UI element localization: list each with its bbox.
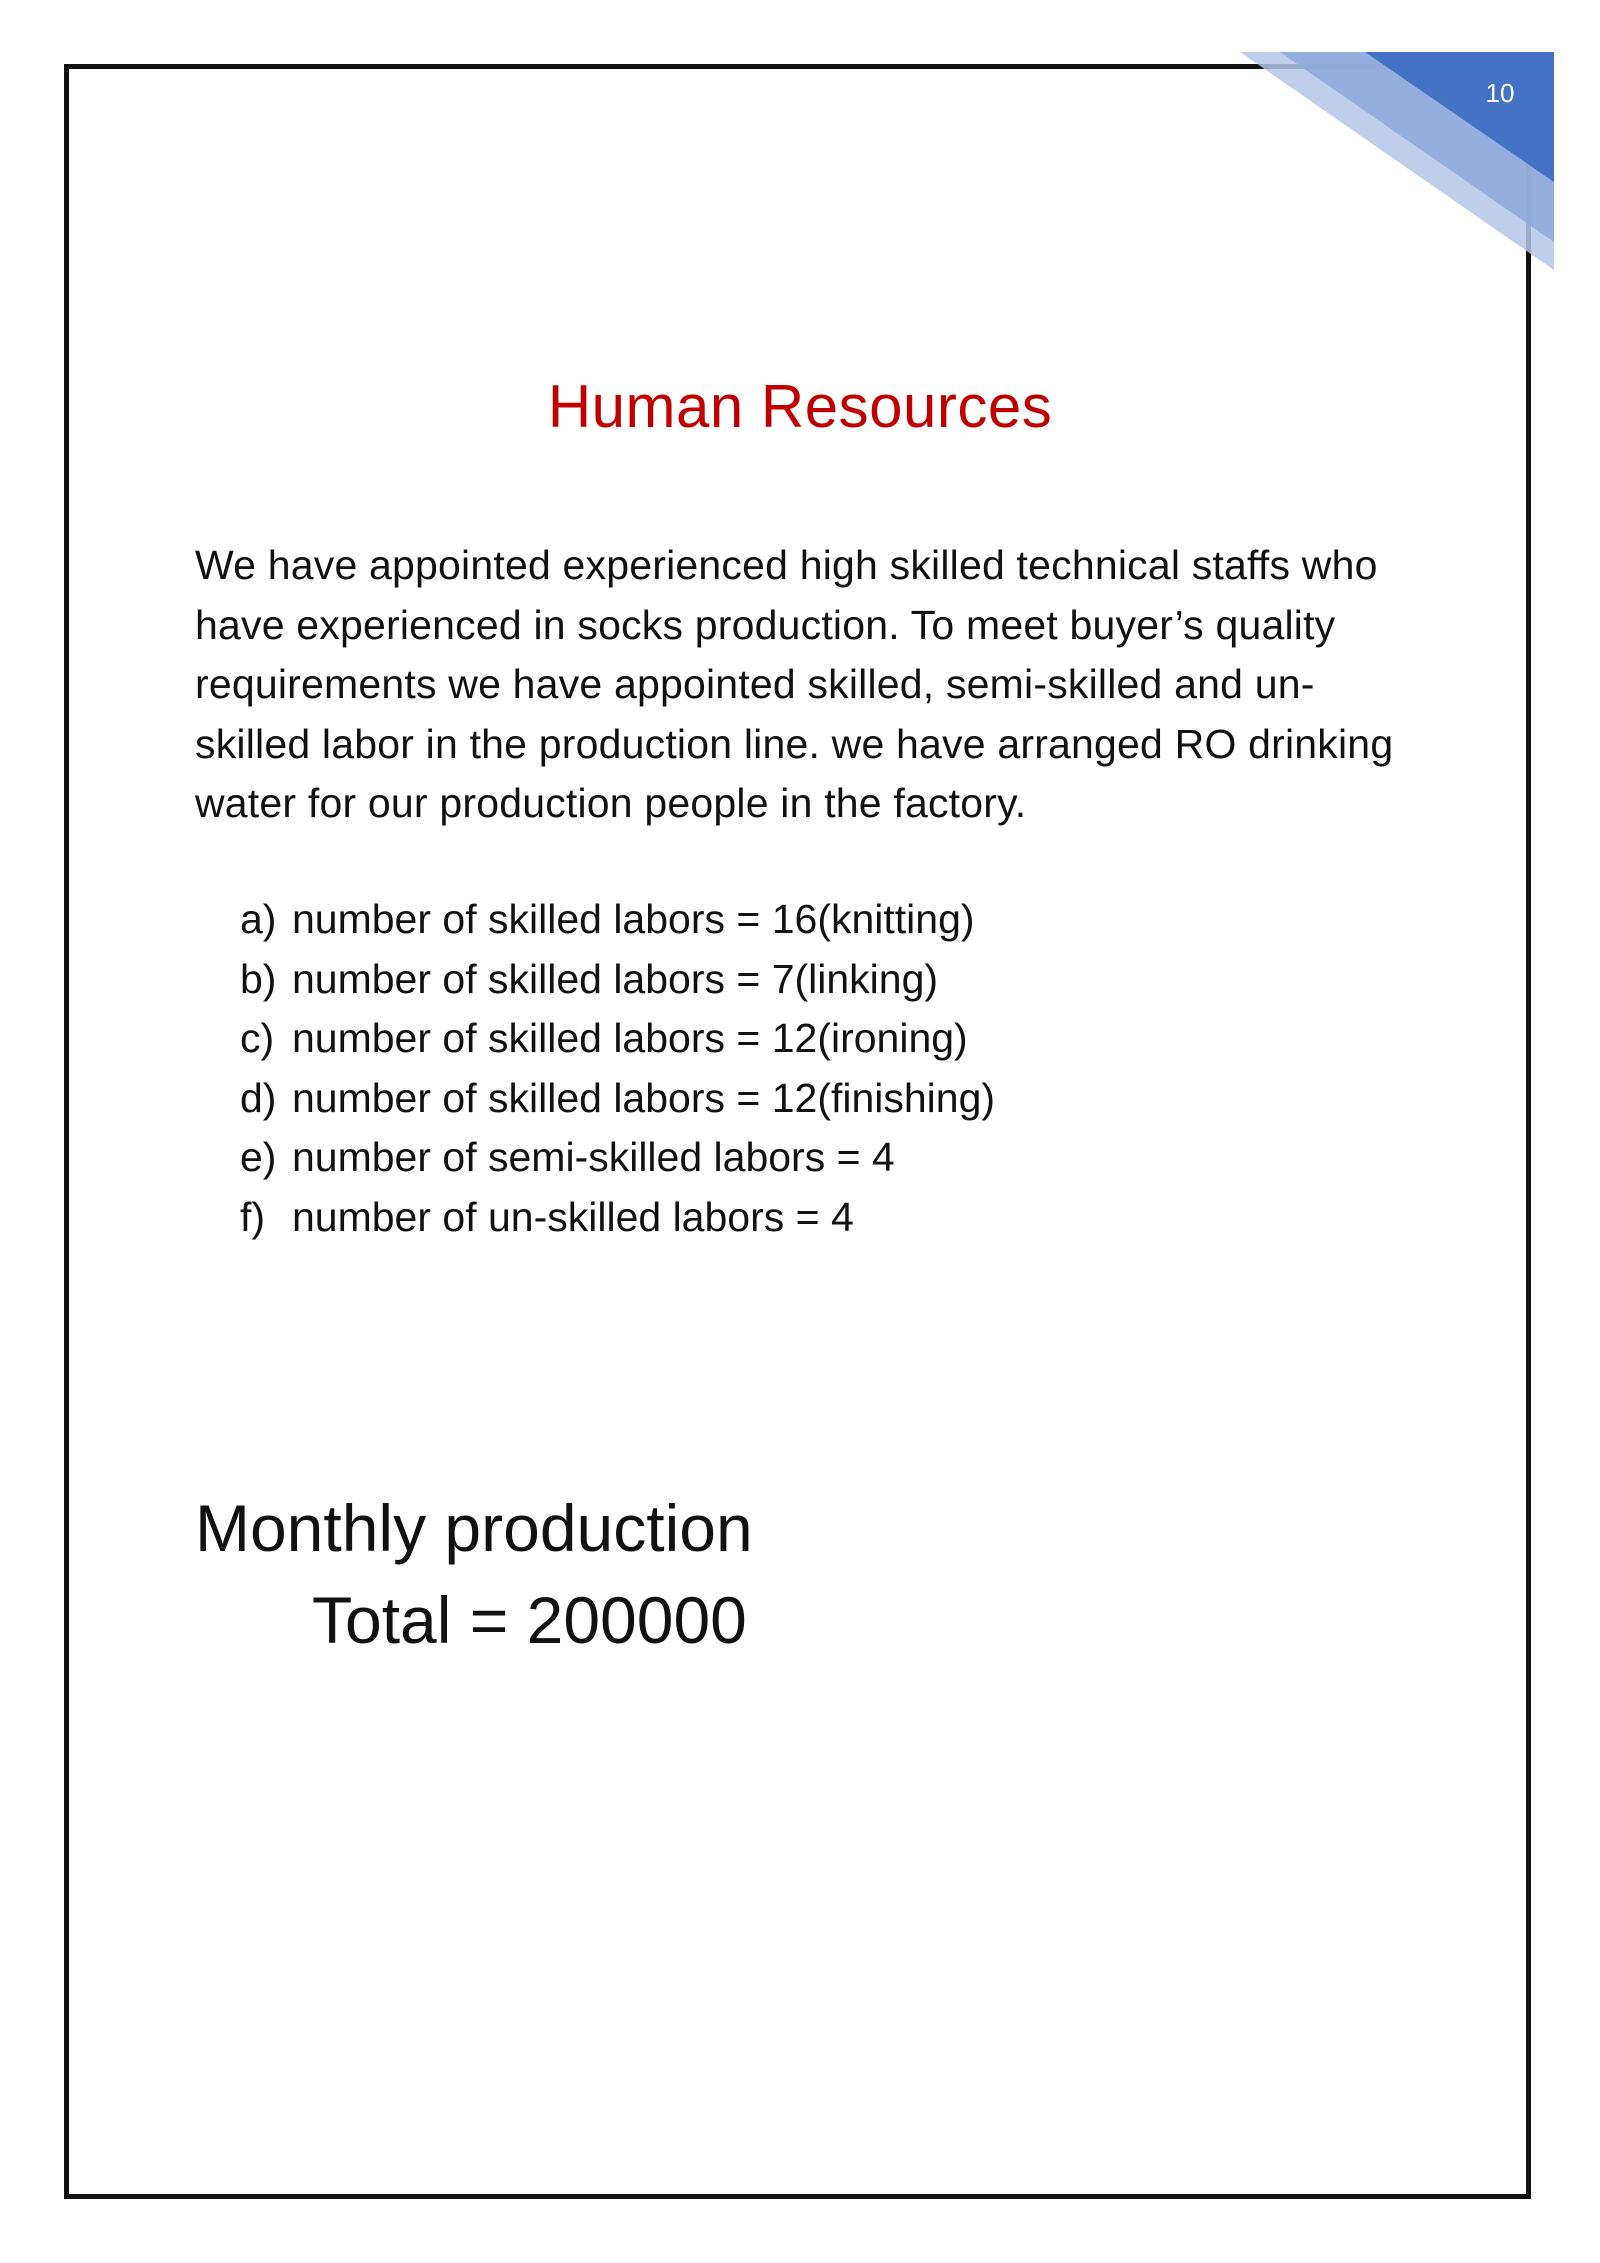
list-item-text: number of skilled labors = 7(linking) (292, 955, 939, 1002)
list-item-text: number of skilled labors = 12(finishing) (292, 1074, 996, 1121)
list-marker: f) (240, 1193, 266, 1240)
list-item-text: number of skilled labors = 16(knitting) (292, 896, 975, 942)
monthly-production-total: Total = 200000 (312, 1583, 747, 1657)
labor-list (240, 890, 995, 1247)
intro-paragraph: We have appointed experienced high skilled technical staffs who have experienced in socks production. To meet buyer’s quality requirements we have appointed skilled, semi-skilled and un-skilled labor in the production line. we have arranged RO drinking water for our production people in the factory. (195, 542, 1394, 826)
list-item (240, 1128, 995, 1188)
list-marker: b) (240, 955, 277, 1002)
list-item-text: number of skilled labors = 12(ironing) (292, 1015, 968, 1061)
page-number: 10 (1485, 78, 1515, 108)
list-item (240, 1009, 995, 1069)
list-marker: e) (240, 1134, 277, 1180)
section-title: Human Resources (547, 373, 1053, 440)
list-marker: d) (240, 1074, 277, 1121)
list-item (240, 1188, 995, 1248)
list-marker: a) (240, 896, 277, 942)
list-item (240, 890, 995, 950)
list-item (240, 950, 995, 1010)
list-item-text: number of semi-skilled labors = 4 (292, 1134, 895, 1180)
list-marker: c) (240, 1015, 275, 1061)
list-item (240, 1069, 995, 1129)
monthly-production-heading: Monthly production (195, 1491, 753, 1565)
list-item-text: number of un-skilled labors = 4 (292, 1193, 854, 1240)
